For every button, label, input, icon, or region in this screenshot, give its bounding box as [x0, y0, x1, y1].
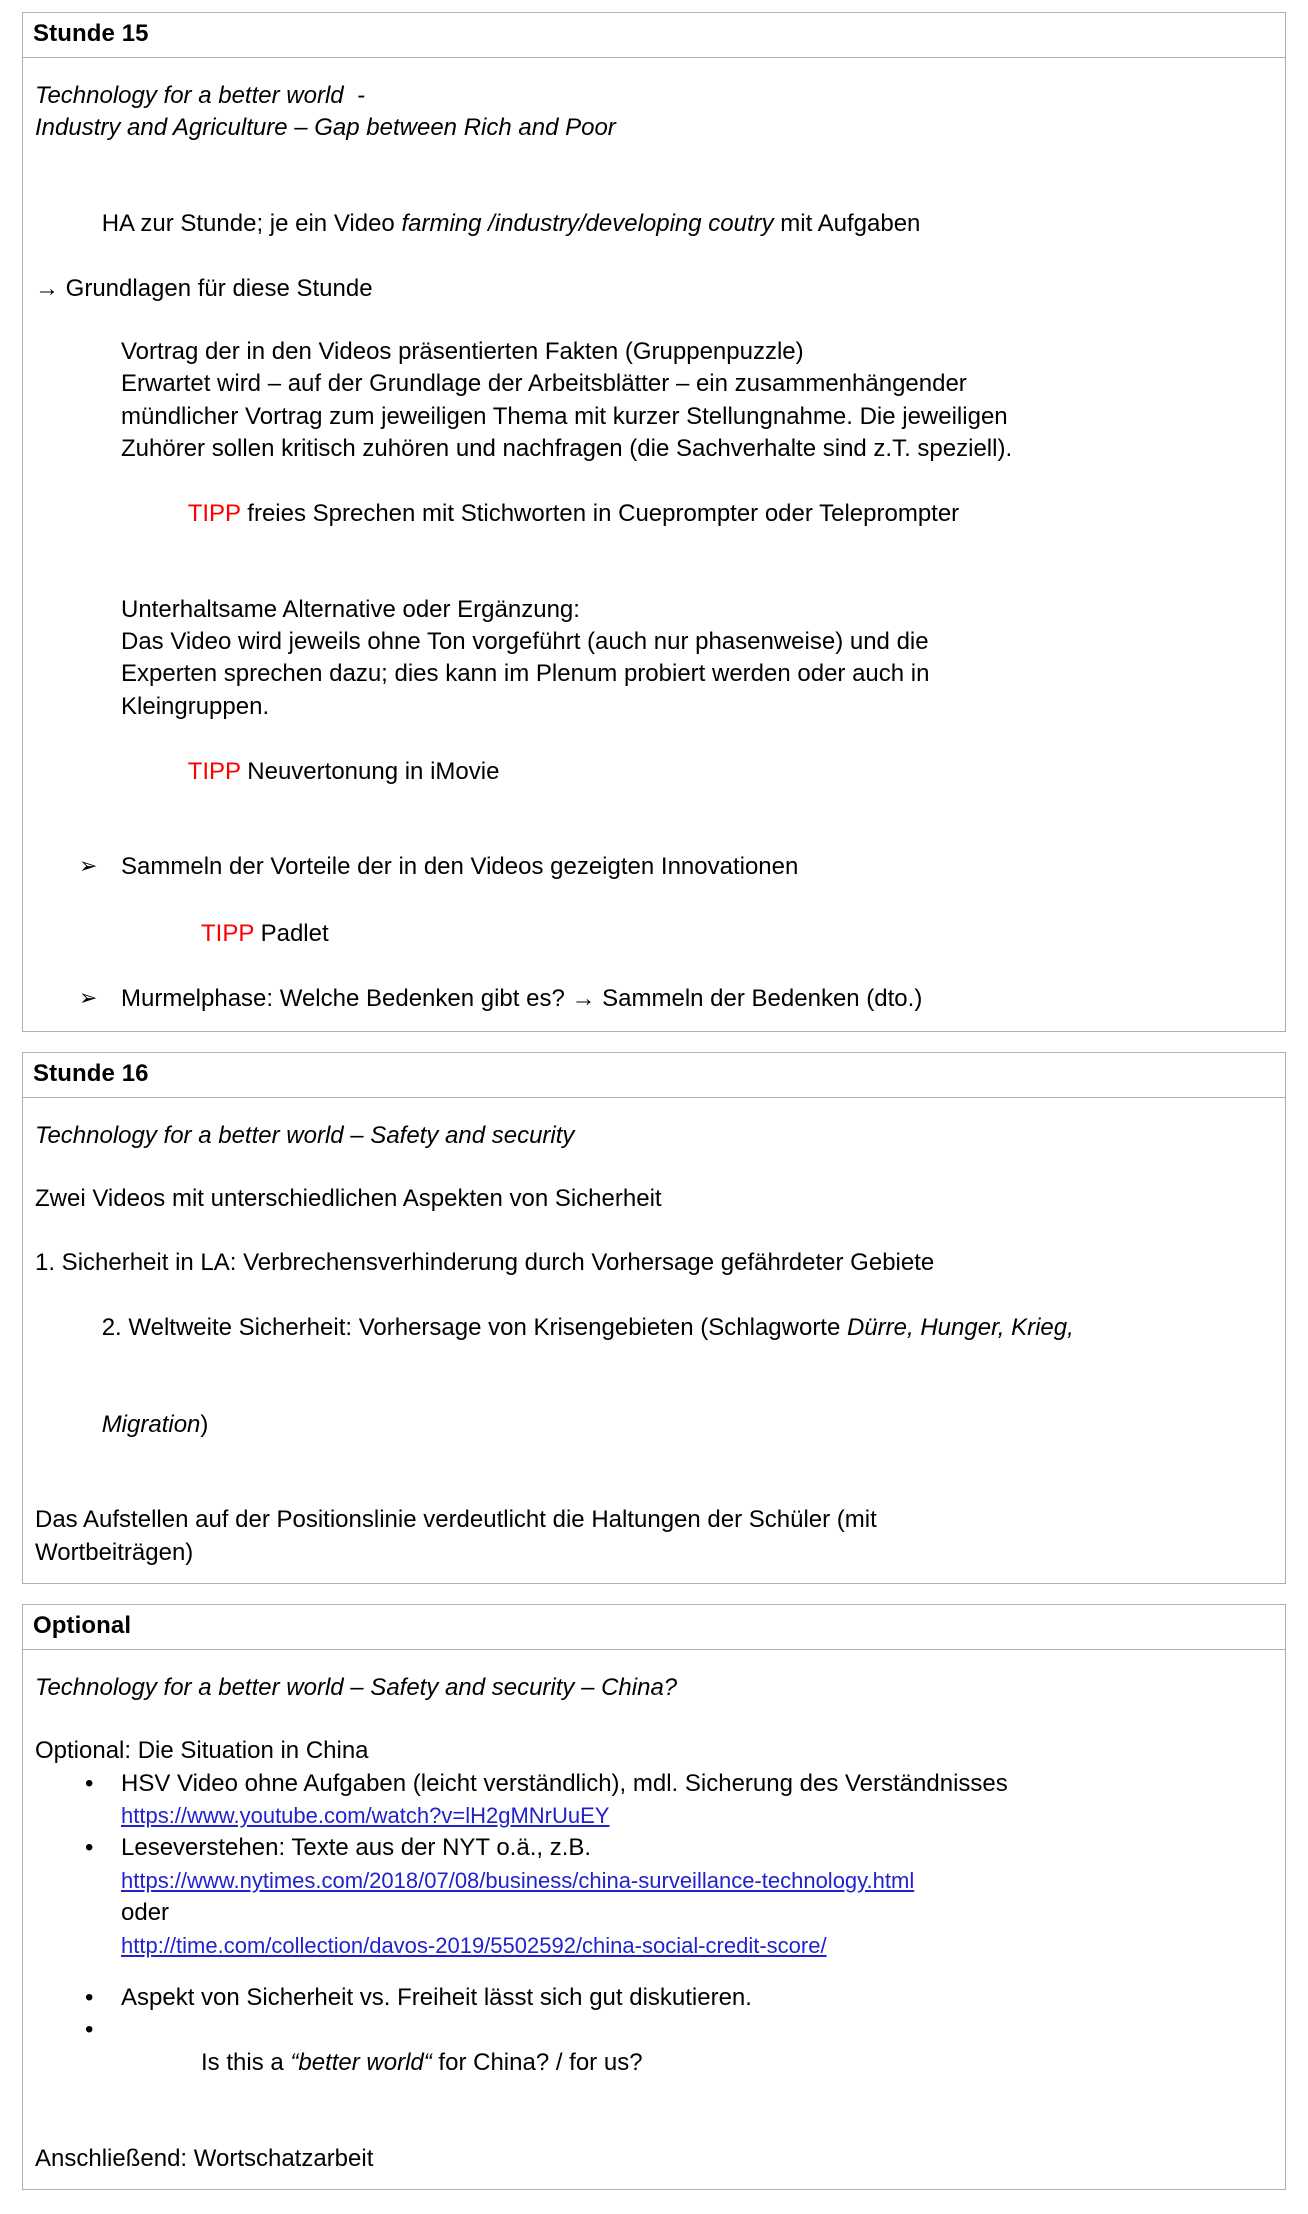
spacer — [35, 144, 1273, 175]
section-stunde-15 — [22, 12, 1286, 1032]
link-row — [35, 1800, 1273, 1832]
section-header-stunde-16: Stunde 16 — [23, 1053, 1285, 1098]
bullet-dot-icon: • — [85, 1983, 94, 2011]
chevron-arrow-icon: ➢ — [79, 984, 98, 1010]
numbered-items — [35, 1247, 1273, 1474]
closing-line: Wortbeiträgen) — [35, 1538, 194, 1566]
section-body-stunde-15 — [23, 58, 1285, 1032]
question-italic: “better world“ — [290, 2048, 432, 2076]
spacer — [35, 305, 1273, 336]
link-row — [35, 1930, 1273, 1962]
closing-line: Das Aufstellen auf der Positionslinie verdeutlicht die Haltungen der Schüler (mit — [35, 1506, 877, 1534]
numbered-item-2-wrap — [35, 1376, 1273, 1473]
alternative-block — [121, 594, 1273, 821]
numbered-item-2-italic: Dürre, Hunger, Krieg, — [847, 1313, 1074, 1341]
list-item — [35, 983, 1273, 1015]
lesson-title — [35, 80, 1273, 145]
spacer — [35, 1962, 1273, 1982]
presentation-block — [121, 336, 1273, 563]
tipp-text: Padlet — [253, 920, 329, 948]
lesson-title-line: Technology for a better world – Safety and security — [35, 1121, 575, 1149]
presentation-line: Vortrag der in den Videos präsentierten Fakten (Gruppenpuzzle) — [121, 337, 804, 365]
closing-line: Anschließend: Wortschatzarbeit — [35, 2144, 374, 2172]
list-item — [35, 1768, 1273, 1800]
lesson-title — [35, 1672, 1273, 1704]
question-suffix: for China? / for us? — [431, 2048, 643, 2076]
spacer — [35, 2112, 1273, 2143]
tipp-line-2 — [121, 723, 1273, 820]
lesson-title-line: Technology for a better world – Safety and security – China? — [35, 1673, 678, 1701]
bullet-dot-icon: • — [85, 2016, 94, 2044]
numbered-item-2-prefix: 2. Weltweite Sicherheit: Vorhersage von Krisengebieten (Schlagworte — [101, 1313, 847, 1341]
list-item-sub — [35, 886, 1273, 983]
list-item-label: HSV Video ohne Aufgaben (leicht verständlich), mdl. Sicherung des Verständnisses — [121, 1769, 1008, 1797]
list-item-label: Leseverstehen: Texte aus der NYT o.ä., z.B. — [121, 1834, 592, 1862]
lesson-title-line-2: Industry and Agriculture – Gap between Rich and Poor — [35, 113, 616, 141]
spacer — [35, 1473, 1273, 1504]
homework-suffix: mit Aufgaben — [773, 209, 921, 237]
homework-arrow-line: → Grundlagen für diese Stunde — [35, 274, 373, 302]
homework-line — [35, 175, 1273, 272]
oder-label: oder — [121, 1899, 170, 1927]
alternative-line: Das Video wird jeweils ohne Ton vorgeführt (auch nur phasenweise) und die — [121, 628, 929, 656]
section-optional — [22, 1604, 1286, 2190]
section-header-optional: Optional — [23, 1605, 1285, 1650]
list-item-label: Murmelphase: Welche Bedenken gibt es? → Sammeln der Bedenken (dto.) — [121, 984, 923, 1012]
numbered-item-2-italic-2: Migration — [101, 1410, 201, 1438]
presentation-line: Zuhörer sollen kritisch zuhören und nachfragen (die Sachverhalte sind z.T. speziell). — [121, 435, 1013, 463]
link-row — [35, 1865, 1273, 1897]
chevron-list — [35, 851, 1273, 1015]
tipp-label: TIPP — [187, 499, 241, 527]
intro-paragraph — [35, 1735, 1273, 1767]
tipp-line-1 — [121, 466, 1273, 563]
homework-italic: farming /industry/developing coutry — [401, 209, 774, 237]
nytimes-link[interactable]: https://www.nytimes.com/2018/07/08/business/china-surveillance-technology.html — [121, 1867, 915, 1893]
spacer — [35, 563, 1273, 594]
youtube-link[interactable]: https://www.youtube.com/watch?v=lH2gMNrUuEY — [121, 1803, 610, 1829]
spacer — [35, 820, 1273, 851]
tipp-label: TIPP — [187, 757, 241, 785]
intro-line: Zwei Videos mit unterschiedlichen Aspekten von Sicherheit — [35, 1185, 662, 1213]
section-stunde-16 — [22, 1052, 1286, 1584]
closing-paragraph — [35, 2143, 1273, 2175]
tipp-line-3 — [121, 886, 1273, 983]
alternative-line: Kleingruppen. — [121, 692, 270, 720]
lesson-title — [35, 1120, 1273, 1152]
list-item — [35, 2014, 1273, 2111]
alternative-line: Unterhaltsame Alternative oder Ergänzung: — [121, 595, 580, 623]
bullet-list — [35, 1768, 1273, 2112]
intro-paragraph — [35, 1183, 1273, 1215]
homework-paragraph — [35, 175, 1273, 305]
tipp-text: freies Sprechen mit Stichworten in Cueprompter oder Teleprompter — [240, 499, 960, 527]
presentation-line: Erwartet wird – auf der Grundlage der Arbeitsblätter – ein zusammenhängender — [121, 370, 967, 398]
bullet-dot-icon: • — [85, 1834, 94, 1862]
numbered-item-1: 1. Sicherheit in LA: Verbrechensverhinderung durch Vorhersage gefährdeter Gebiete — [35, 1248, 935, 1276]
numbered-item-2 — [35, 1279, 1273, 1376]
alternative-line: Experten sprechen dazu; dies kann im Plenum probiert werden oder auch in — [121, 660, 930, 688]
list-item — [35, 1982, 1273, 2014]
list-item-label: Sammeln der Vorteile der in den Videos gezeigten Innovationen — [121, 853, 799, 881]
tipp-label: TIPP — [201, 920, 254, 948]
list-item — [35, 1832, 1273, 1864]
spacer — [35, 1216, 1273, 1247]
section-body-optional — [23, 1650, 1285, 2189]
numbered-item-2-suffix: ) — [200, 1410, 209, 1438]
spacer — [35, 1704, 1273, 1735]
list-item-label: Aspekt von Sicherheit vs. Freiheit lässt sich gut diskutieren. — [121, 1983, 752, 2011]
lesson-title-line-1: Technology for a better world - — [35, 81, 365, 109]
list-item — [35, 851, 1273, 883]
section-body-stunde-16 — [23, 1098, 1285, 1583]
closing-paragraph — [35, 1504, 1273, 1569]
spacer — [35, 1152, 1273, 1183]
intro-line: Optional: Die Situation in China — [35, 1737, 369, 1765]
chevron-arrow-icon: ➢ — [79, 853, 98, 879]
question-prefix: Is this a — [201, 2048, 291, 2076]
presentation-line: mündlicher Vortrag zum jeweiligen Thema mit kurzer Stellungnahme. Die jeweiligen — [121, 402, 1008, 430]
tipp-text: Neuvertonung in iMovie — [240, 757, 500, 785]
section-header-stunde-15: Stunde 15 — [23, 13, 1285, 58]
bullet-dot-icon: • — [85, 1769, 94, 1797]
time-link[interactable]: http://time.com/collection/davos-2019/5502592/china-social-credit-score/ — [121, 1932, 827, 1958]
list-item-label — [121, 2014, 1273, 2111]
homework-prefix: HA zur Stunde; je ein Video — [101, 209, 402, 237]
